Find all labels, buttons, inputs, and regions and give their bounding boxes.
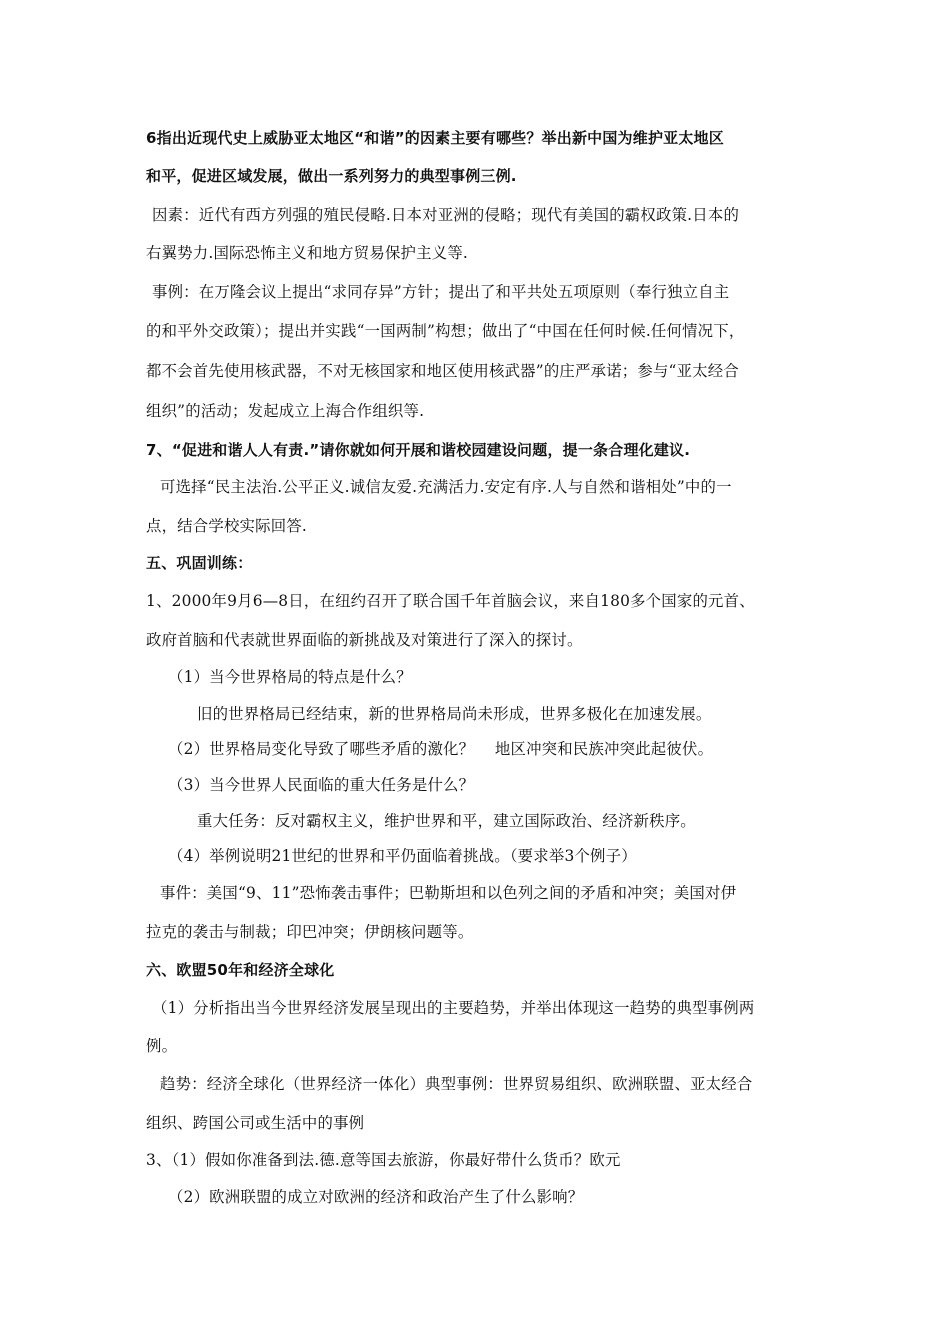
exercise-1-line-1: 1、2000年9月6—8日，在纽约召开了联合国千年首脑会议，来自180多个国家的元首、 [146,592,755,610]
exercise-1-q3: （3）当今世界人民面临的重大任务是什么？ [168,776,475,794]
answer-6-examples-line-2: 的和平外交政策）；提出并实践“一国两制”构想；做出了“中国在任何时候.任何情况下， [146,322,745,340]
exercise-1-q1: （1）当今世界格局的特点是什么？ [168,668,412,686]
question-7: 7、“促进和谐人人有责.”请你就如何开展和谐校园建设问题，提一条合理化建议. [146,441,691,459]
section-6-a1-line-2: 组织、跨国公司或生活中的事例 [146,1114,365,1132]
exercise-1-a4-line-2: 拉克的袭击与制裁；印巴冲突；伊朗核问题等。 [146,923,474,941]
section-6-q1-line-1: （1）分析指出当今世界经济发展呈现出的主要趋势，并举出体现这一趋势的典型事例两 [152,999,755,1017]
exercise-1-a3: 重大任务：反对霸权主义，维护世界和平，建立国际政治、经济新秩序。 [197,812,696,830]
exercise-3-q1: 3、（1）假如你准备到法.德.意等国去旅游，你最好带什么货币？欧元 [146,1151,621,1169]
section-5-heading: 五、巩固训练： [146,554,253,572]
answer-6-factors-line-2: 右翼势力.国际恐怖主义和地方贸易保护主义等. [146,244,468,262]
exercise-3-q2: （2）欧洲联盟的成立对欧洲的经济和政治产生了什么影响？ [168,1188,584,1206]
section-6-q1-line-2: 例。 [146,1037,178,1055]
exercise-1-q2: （2）世界格局变化导致了哪些矛盾的激化？ 地区冲突和民族冲突此起彼伏。 [168,740,714,758]
section-6-a1-line-1: 趋势：经济全球化（世界经济一体化）典型事例：世界贸易组织、欧洲联盟、亚太经合 [160,1075,753,1093]
exercise-1-a4-line-1: 事件：美国“9、11”恐怖袭击事件；巴勒斯坦和以色列之间的矛盾和冲突；美国对伊 [160,884,737,902]
exercise-1-line-2: 政府首脑和代表就世界面临的新挑战及对策进行了深入的探讨。 [146,631,583,649]
answer-6-examples-line-1: 事例：在万隆会议上提出“求同存异”方针；提出了和平共处五项原则（奉行独立自主 [152,283,730,301]
answer-7-line-2: 点，结合学校实际回答. [146,517,307,535]
question-6-line-1: 6指出近现代史上威胁亚太地区“和谐”的因素主要有哪些？举出新中国为维护亚太地区 [146,129,724,147]
answer-6-factors-line-1: 因素：近代有西方列强的殖民侵略.日本对亚洲的侵略；现代有美国的霸权政策.日本的 [152,206,740,224]
exercise-1-q4: （4）举例说明21世纪的世界和平仍面临着挑战。（要求举3个例子） [168,847,637,865]
answer-6-examples-line-3: 都不会首先使用核武器，不对无核国家和地区使用核武器”的庄严承诺；参与“亚太经合 [146,362,739,380]
answer-6-examples-line-4: 组织”的活动；发起成立上海合作组织等. [146,402,425,420]
section-6-heading: 六、欧盟50年和经济全球化 [146,961,335,979]
exercise-1-a1: 旧的世界格局已经结束，新的世界格局尚未形成，世界多极化在加速发展。 [197,705,712,723]
answer-7-line-1: 可选择“民主法治.公平正义.诚信友爱.充满活力.安定有序.人与自然和谐相处”中的一 [160,478,732,496]
question-6-line-2: 和平，促进区域发展，做出一系列努力的典型事例三例. [146,167,517,185]
